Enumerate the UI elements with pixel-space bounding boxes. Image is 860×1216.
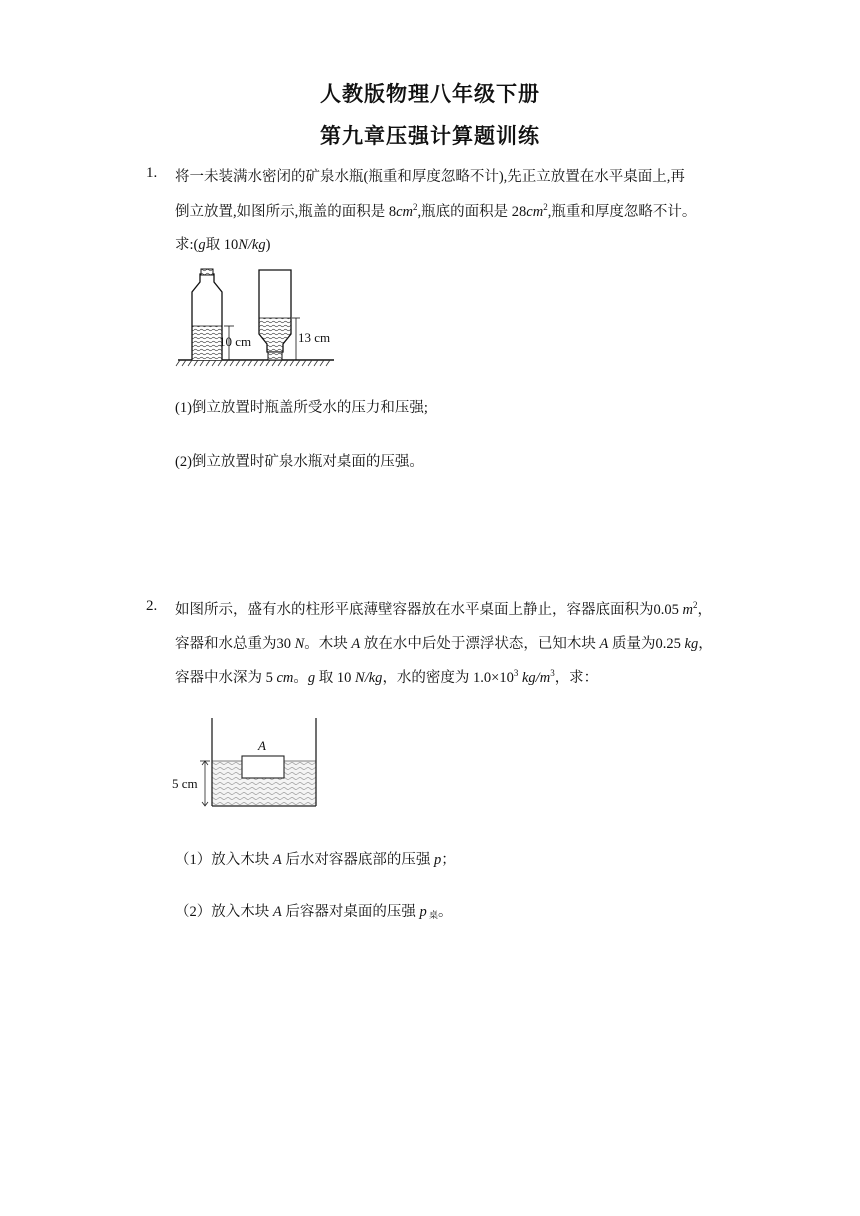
question-2-part-2: （2）放入木块 A 后容器对桌面的压强 p 桌。 [175,904,453,920]
label-13cm: 13 cm [298,330,331,345]
label-10cm: 10 cm [219,334,252,349]
ground-hatch [176,360,330,366]
question-1-line-1: 将一未装满水密闭的矿泉水瓶(瓶重和厚度忽略不计),先正立放置在水平桌面上,再 [175,169,685,185]
question-1-part-1: (1)倒立放置时瓶盖所受水的压力和压强; [175,400,428,416]
page-title: 人教版物理八年级下册 [320,82,540,106]
page-subtitle: 第九章压强计算题训练 [320,124,540,148]
block-label: A [258,738,266,753]
question-2-line-2: 容器和水总重为30 N。木块 A 放在水中后处于漂浮状态，已知木块 A 质量为0.25 kg， [175,636,713,652]
question-1-line-3: 求:(g取 10N/kg) [175,237,271,253]
question-2-line-3: 容器中水深为 5 cm。g 取 10 N/kg，水的密度为 $1.0\times 10^3$ $kg/m^3$，求： [175,668,599,686]
question-1-part-2: (2)倒立放置时矿泉水瓶对桌面的压强。 [175,454,424,470]
bottle-figure [176,268,336,368]
question-2-line-1: 如图所示，盛有水的柱形平底薄壁容器放在水平桌面上静止，容器底面积为0.05 $m^2$， [175,600,712,618]
question-1-line-2: 倒立放置,如图所示,瓶盖的面积是 $8cm^2$,瓶底的面积是 $28cm^2$,瓶重和厚度忽略不计。 [175,202,697,220]
container-figure [170,716,340,816]
question-2-part-1: （1）放入木块 A 后水对容器底部的压强 p； [175,852,456,868]
inverted-bottle [259,270,291,360]
question-2-number: 2. [146,598,158,614]
depth-label: 5 cm [172,776,198,791]
wooden-block-a [242,756,284,778]
question-1-number: 1. [146,165,158,181]
upright-bottle [192,269,222,360]
